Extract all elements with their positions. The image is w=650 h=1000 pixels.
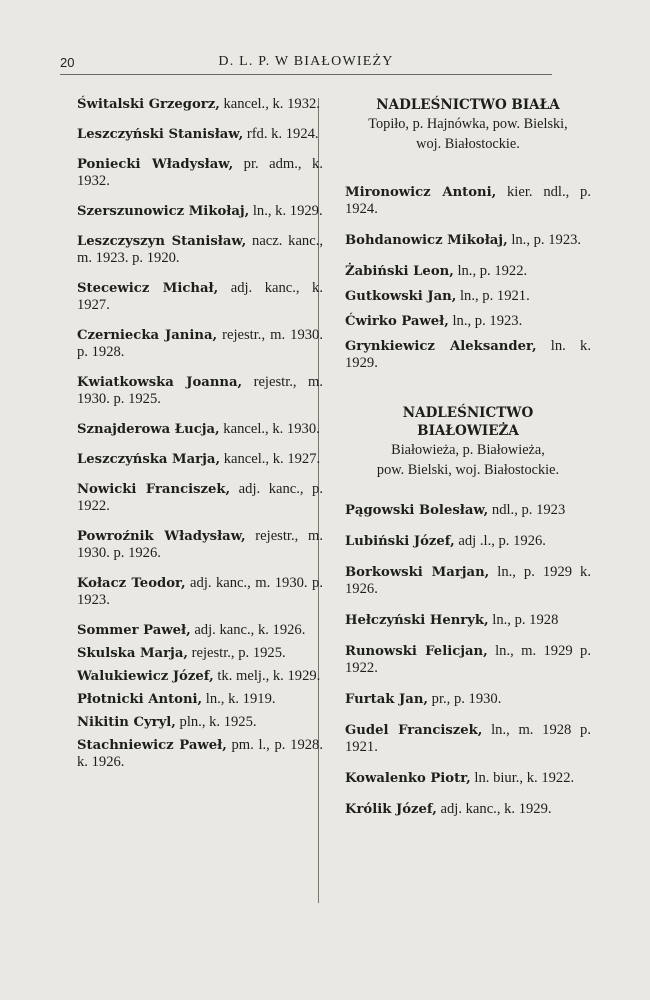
person-name: Grynkiewicz Aleksander, (345, 339, 537, 354)
personnel-entry (77, 668, 323, 685)
person-details: adj .l., p. 1926. (454, 533, 546, 549)
person-name: Gutkowski Jan, (345, 289, 457, 304)
page-number: 20 (60, 55, 75, 70)
person-name: Sznajderowa Łucja, (77, 422, 220, 437)
person-details: ln., k. 1919. (202, 691, 276, 707)
person-name: Ćwirko Paweł, (345, 314, 449, 329)
section-spacer (345, 154, 591, 184)
personnel-entry (77, 691, 323, 708)
person-details: ndl., p. 1923 (488, 502, 566, 518)
person-details: adj. kanc., k. 1927. (77, 280, 323, 313)
person-name: Pągowski Bolesław, (345, 503, 489, 518)
personnel-entry (77, 203, 323, 220)
personnel-entry (345, 770, 591, 787)
person-name: Sommer Paweł, (77, 623, 191, 638)
running-title: D. L. P. W BIAŁOWIEŻY (218, 54, 394, 69)
person-details: ln. biur., k. 1922. (470, 770, 575, 786)
person-name: Lubiński Józef, (345, 534, 455, 549)
person-details: ln., m. 1929 p. 1922. (345, 643, 591, 676)
section-spacer (345, 480, 591, 502)
section-address: pow. Bielski, woj. Białostockie. (376, 462, 560, 478)
personnel-entry (77, 96, 323, 113)
person-name: Bohdanowicz Mikołaj, (345, 233, 508, 248)
person-name: Płotnicki Antoni, (77, 692, 203, 707)
person-name: Nikitin Cyryl, (77, 715, 176, 730)
person-name: Borkowski Marjan, (345, 565, 490, 580)
personnel-entry (77, 327, 323, 361)
personnel-entry (345, 502, 591, 519)
person-details: rejestr., m. 1930. p. 1928. (77, 327, 323, 360)
person-details: tk. melj., k. 1929. (213, 668, 321, 684)
person-name: Stecewicz Michał, (77, 281, 219, 296)
personnel-entry (77, 481, 323, 515)
person-name: Kołacz Teodor, (77, 576, 186, 591)
person-name: Królik Józef, (345, 802, 437, 817)
forestry-section (345, 96, 591, 372)
personnel-entry (77, 645, 323, 662)
personnel-entry (77, 622, 323, 639)
person-name: Leszczyszyn Stanisław, (77, 234, 247, 249)
person-details: ln., p. 1922. (453, 263, 528, 279)
person-details: adj. kanc., m. 1930. p. 1923. (77, 575, 323, 608)
person-details: adj. kanc., k. 1926. (190, 622, 306, 638)
person-name: Kowalenko Piotr, (345, 771, 471, 786)
personnel-entry (77, 528, 323, 562)
person-name: Furtak Jan, (345, 692, 428, 707)
person-details: pr., p. 1930. (428, 691, 502, 707)
person-name: Czerniecka Janina, (77, 328, 218, 343)
personnel-entry (77, 280, 323, 314)
person-details: rejestr., m. 1930. p. 1925. (77, 374, 323, 407)
person-details: ln., k. 1929. (249, 203, 323, 219)
personnel-entry (345, 533, 591, 550)
person-details: rfd. k. 1924. (243, 126, 319, 142)
personnel-entry (77, 126, 323, 143)
section-title: BIAŁOWIEŻA (417, 423, 519, 439)
personnel-entry (77, 374, 323, 408)
section-address: woj. Białostockie. (416, 136, 520, 152)
section-address: Topiło, p. Hajnówka, pow. Bielski, (368, 116, 568, 132)
person-name: Poniecki Władysław, (77, 157, 234, 172)
section-title: NADLEŚNICTWO BIAŁA (376, 97, 560, 113)
person-details: kancel., k. 1930. (219, 421, 320, 437)
person-name: Nowicki Franciszek, (77, 482, 231, 497)
personnel-entry (345, 643, 591, 677)
person-details: kier. ndl., p. 1924. (345, 184, 591, 217)
person-name: Świtalski Grzegorz, (77, 97, 220, 112)
person-name: Runowski Felicjan, (345, 644, 488, 659)
person-details: kancel., k. 1932. (219, 96, 320, 112)
person-name: Leszczyńska Marja, (77, 452, 221, 467)
person-name: Hełczyński Henryk, (345, 613, 489, 628)
person-name: Skulska Marja, (77, 646, 188, 661)
personnel-entry (345, 612, 591, 629)
person-details: adj. kanc., k. 1929. (436, 801, 552, 817)
personnel-entry (345, 313, 591, 330)
personnel-entry (345, 338, 591, 372)
person-details: rejestr., p. 1925. (187, 645, 286, 661)
personnel-entry (345, 801, 591, 818)
person-details: ln., p. 1928 (488, 612, 559, 628)
person-details: ln., m. 1928 p. 1921. (345, 722, 591, 755)
person-name: Gudel Franciszek, (345, 723, 483, 738)
person-name: Powroźnik Władysław, (77, 529, 246, 544)
person-name: Mironowicz Antoni, (345, 185, 497, 200)
person-name: Żabiński Leon, (345, 264, 454, 279)
person-name: Walukiewicz Józef, (77, 669, 214, 684)
person-details: pr. adm., k. 1932. (77, 156, 323, 189)
person-name: Leszczyński Stanisław, (77, 127, 244, 142)
section-address: Białowieża, p. Białowieża, (391, 442, 545, 458)
person-details: nacz. kanc., m. 1923. p. 1920. (77, 233, 323, 266)
person-details: ln., p. 1929 k. 1926. (345, 564, 591, 597)
person-details: ln., p. 1921. (456, 288, 530, 304)
page-header (60, 52, 552, 75)
person-details: kancel., k. 1927. (220, 451, 321, 467)
personnel-entry (77, 451, 323, 468)
personnel-entry (345, 722, 591, 756)
person-name: Stachniewicz Paweł, (77, 738, 227, 753)
personnel-entry (77, 737, 323, 771)
person-name: Szerszunowicz Mikołaj, (77, 204, 250, 219)
personnel-entry (77, 233, 323, 267)
personnel-entry (77, 421, 323, 438)
forestry-section (345, 404, 591, 818)
personnel-entry (77, 156, 323, 190)
personnel-entry (345, 564, 591, 598)
person-details: adj. kanc., p. 1922. (77, 481, 324, 514)
person-details: pm. l., p. 1928. k. 1926. (77, 737, 323, 770)
personnel-entry (345, 691, 591, 708)
person-details: ln., p. 1923. (448, 313, 523, 329)
person-details: ln., p. 1923. (507, 232, 582, 248)
personnel-entry (345, 184, 591, 218)
right-column (345, 96, 591, 832)
person-details: ln. k. 1929. (345, 338, 591, 371)
personnel-entry (345, 263, 591, 280)
person-name: Kwiatkowska Joanna, (77, 375, 243, 390)
personnel-entry (77, 575, 323, 609)
section-title: NADLEŚNICTWO (402, 405, 534, 421)
left-column (77, 96, 323, 784)
person-details: pln., k. 1925. (175, 714, 257, 730)
person-details: rejestr., m. 1930. p. 1926. (77, 528, 323, 561)
personnel-entry (77, 714, 323, 731)
personnel-entry (345, 288, 591, 305)
personnel-entry (345, 232, 591, 249)
